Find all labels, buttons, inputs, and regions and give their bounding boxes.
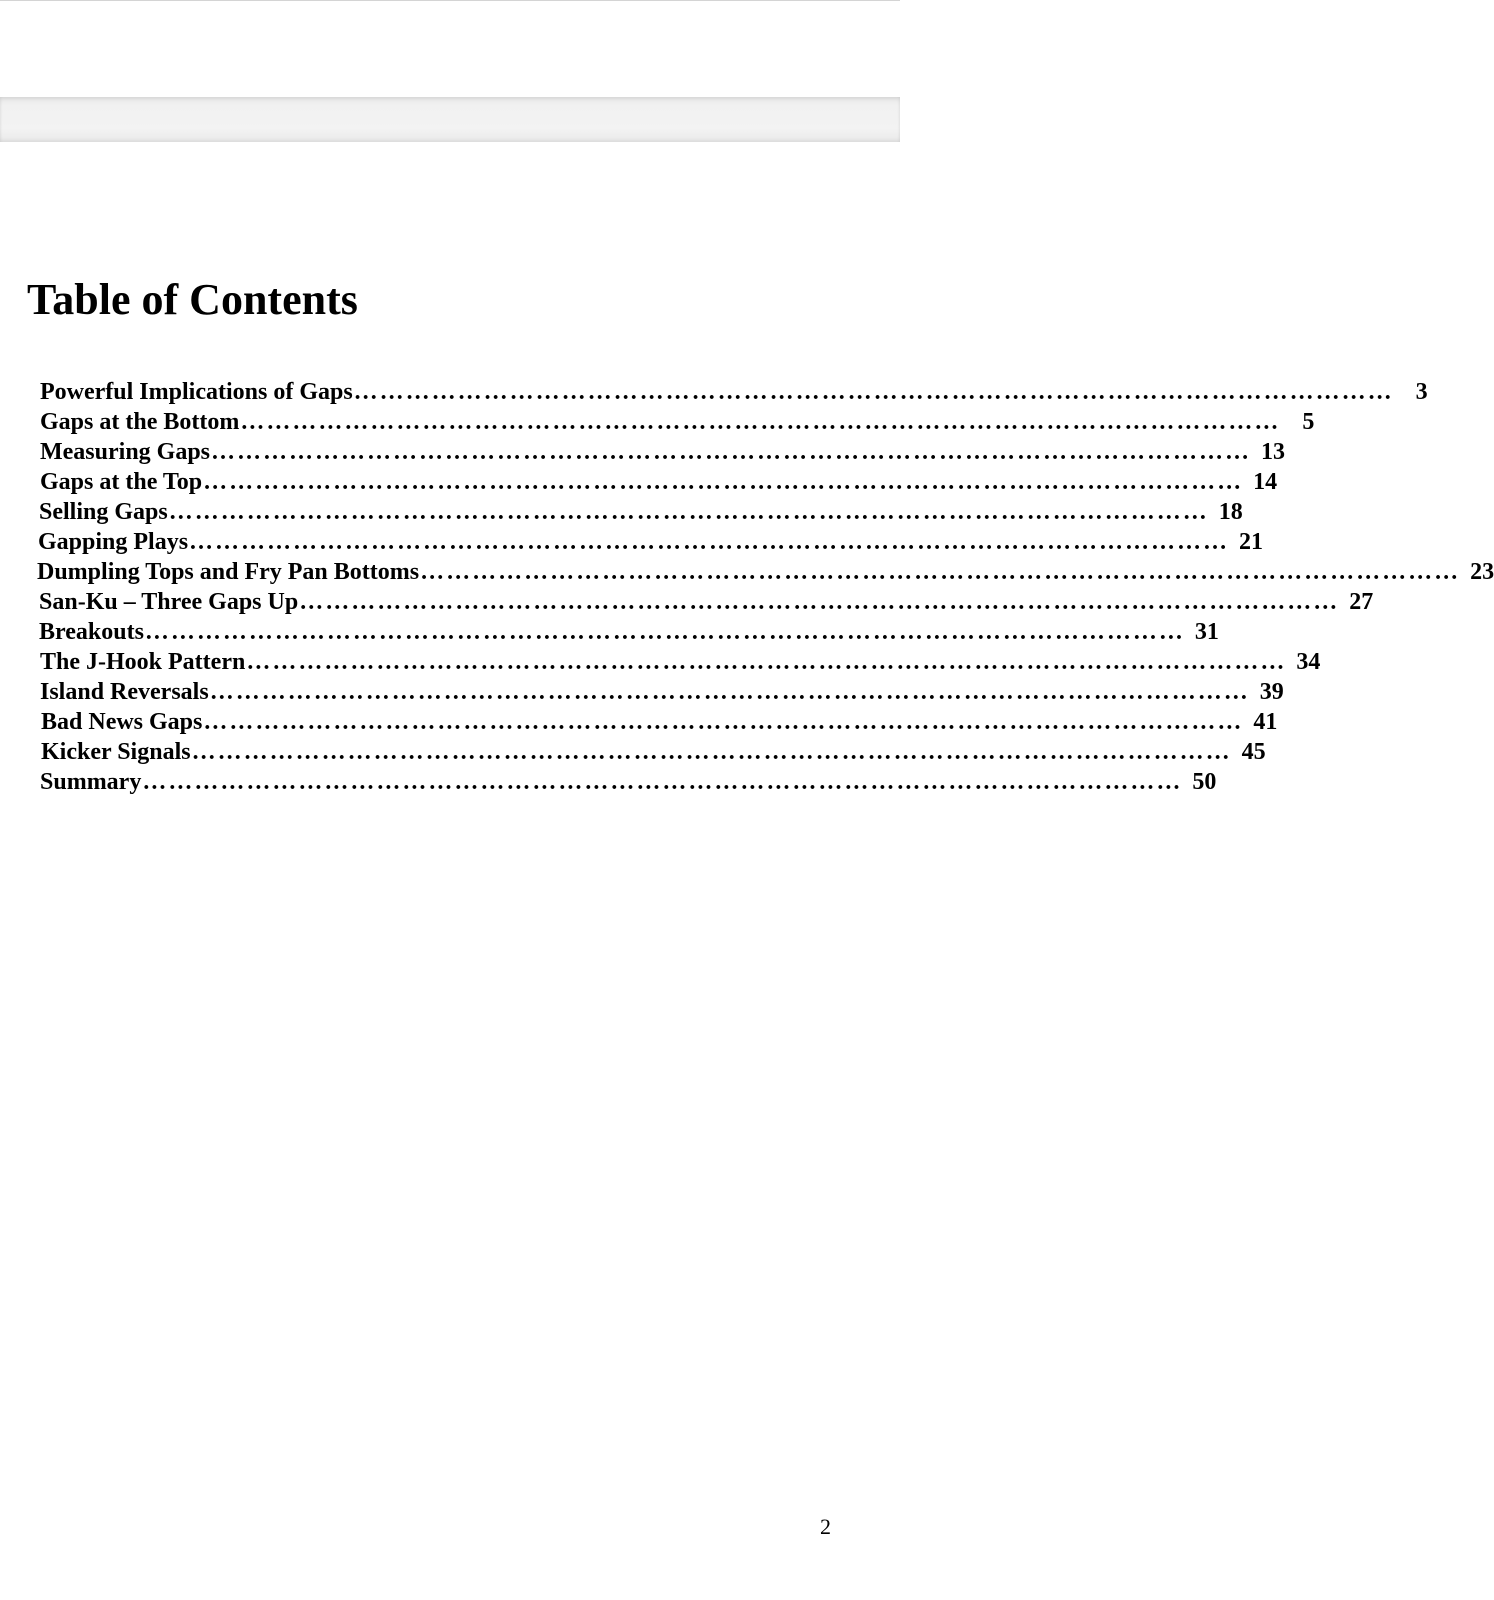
toc-entry[interactable] [39, 497, 1243, 527]
toc-entry-page: 3 [1415, 379, 1428, 405]
toc-entry-title: Powerful Implications of Gaps [40, 379, 353, 405]
toc-dot-leader: ………………………………………………………………………………………………………… [240, 409, 1281, 435]
toc-dot-leader: ………………………………………………………………………………………………………… [246, 649, 1287, 675]
toc-entry[interactable] [39, 587, 1374, 617]
toc-entry-title: Selling Gaps [39, 499, 168, 525]
toc-entry[interactable] [40, 407, 1315, 437]
toc-dot-leader: ………………………………………………………………………………………………………… [144, 619, 1185, 645]
toc-entry-title: The J-Hook Pattern [40, 649, 246, 675]
toc-entry[interactable] [40, 677, 1284, 707]
toc-entry-title: Gapping Plays [38, 529, 189, 555]
toc-entry-title: Bad News Gaps [41, 709, 203, 735]
toc-dot-leader: ………………………………………………………………………………………………………… [189, 529, 1230, 555]
toc-dot-leader: ………………………………………………………………………………………………………… [142, 769, 1183, 795]
toc-dot-leader: ………………………………………………………………………………………………………… [203, 709, 1244, 735]
toc-dot-leader: ………………………………………………………………………………………………………… [168, 499, 1209, 525]
toc-dot-leader: ………………………………………………………………………………………………………… [211, 439, 1252, 465]
toc-dot-leader: ………………………………………………………………………………………………………… [353, 379, 1394, 405]
toc-entry-page: 23 [1470, 559, 1494, 585]
toc-entry-page: 39 [1259, 679, 1284, 705]
toc-dot-leader: ………………………………………………………………………………………………………… [203, 469, 1244, 495]
toc-dot-leader: ………………………………………………………………………………………………………… [209, 679, 1250, 705]
toc-entry-title: Gaps at the Top [40, 469, 203, 495]
toc-entry-page: 27 [1349, 589, 1374, 615]
toc-entry-page: 45 [1241, 739, 1266, 765]
toc-entry-title: Breakouts [39, 619, 144, 645]
toc-entry[interactable] [40, 437, 1286, 467]
page-title: Table of Contents [27, 275, 358, 324]
toc-entry-title: Dumpling Tops and Fry Pan Bottoms [37, 559, 420, 585]
toc-entry[interactable] [40, 767, 1217, 797]
toc-entry[interactable] [41, 707, 1278, 737]
toc-entry[interactable] [40, 377, 1428, 407]
toc-entry-page: 50 [1192, 769, 1217, 795]
toc-entry-page: 5 [1302, 409, 1315, 435]
toc-entry[interactable] [40, 647, 1321, 677]
toc-entry[interactable] [38, 527, 1264, 557]
toc-entry-page: 31 [1194, 619, 1219, 645]
toc-entry-title: San-Ku – Three Gaps Up [39, 589, 299, 615]
toc-dot-leader: ………………………………………………………………………………………………………… [191, 739, 1232, 765]
toc-entry[interactable] [37, 557, 1494, 587]
toc-entry-page: 34 [1296, 649, 1321, 675]
toc-entry-page: 18 [1218, 499, 1243, 525]
toc-entry-page: 13 [1261, 439, 1286, 465]
toc-entry[interactable] [40, 467, 1278, 497]
toc-entry-title: Island Reversals [40, 679, 209, 705]
previous-page-bottom [0, 0, 900, 97]
toc-entry-title: Gaps at the Bottom [40, 409, 240, 435]
toc-entry-page: 21 [1239, 529, 1264, 555]
toc-entry[interactable] [39, 617, 1219, 647]
toc-entry[interactable] [41, 737, 1266, 767]
toc-entry-title: Kicker Signals [41, 739, 191, 765]
toc-dot-leader: ………………………………………………………………………………………………………… [299, 589, 1340, 615]
toc-entry-title: Summary [40, 769, 142, 795]
toc-entry-title: Measuring Gaps [40, 439, 211, 465]
toc-dot-leader: ………………………………………………………………………………………………………… [420, 559, 1461, 585]
document-page [0, 142, 1494, 1600]
toc-entry-page: 41 [1253, 709, 1278, 735]
page-separator [0, 97, 900, 142]
toc-entry-page: 14 [1253, 469, 1278, 495]
page-number: 2 [820, 1514, 831, 1539]
